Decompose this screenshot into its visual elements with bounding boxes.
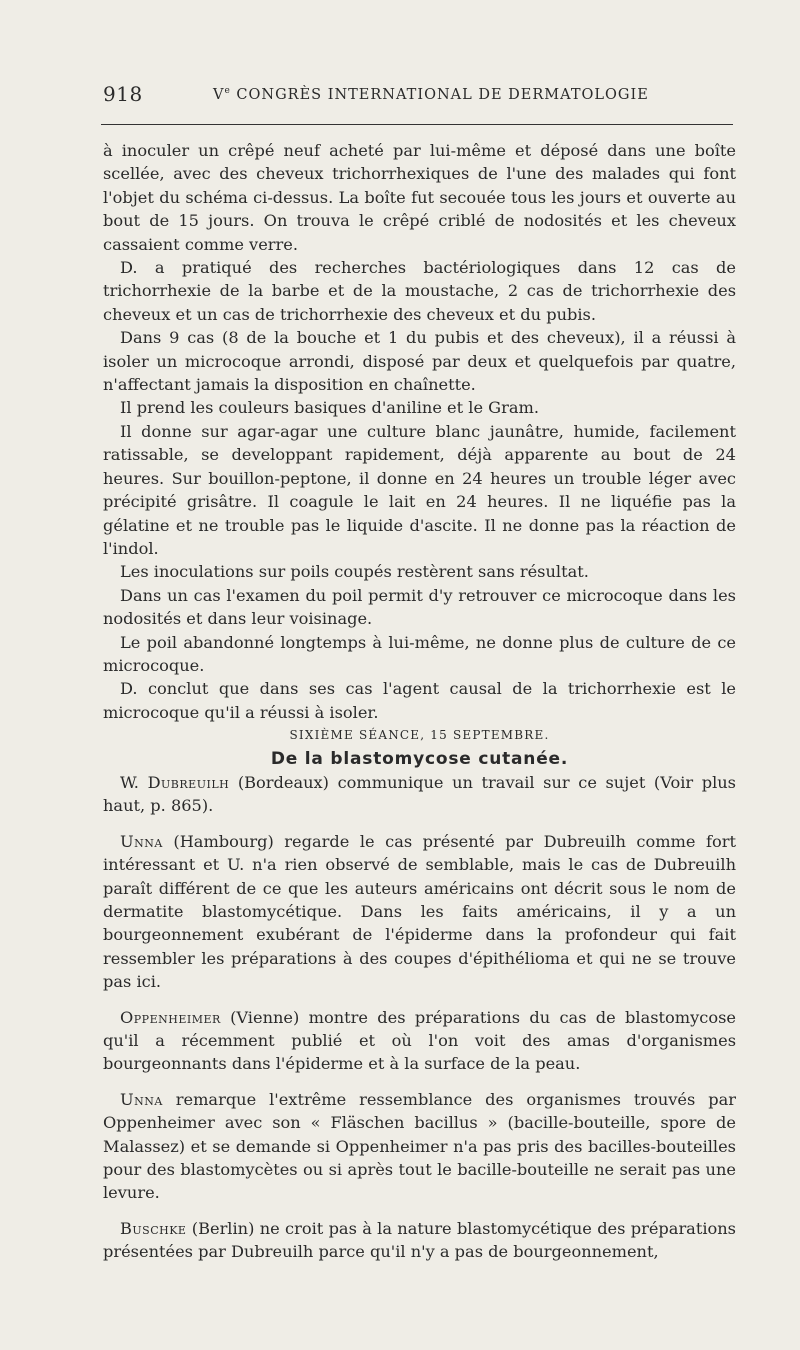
speaker-name: Buschke xyxy=(120,1218,187,1238)
speaker-name: Dubreuilh xyxy=(147,772,230,792)
section-title: De la blastomycose cutanée. xyxy=(270,748,569,769)
discussion-paragraph xyxy=(103,1088,736,1205)
running-title-prefix: V xyxy=(213,86,225,103)
paragraph: Dans 9 cas (8 de la bouche et 1 du pubis et des cheveux), il a réussi à isoler un microcoque arrondi, disposé par deux et quelquefois par quatre, n'affectant jamais la disposition en chaînette. xyxy=(103,328,736,395)
discussion-text: remarque l'extrême ressemblance des organismes trouvés par Oppenheimer avec son « Fläschen bacillus » (bacille-bouteille, spore de Malassez) et se demande si Oppenheimer n'a pas pris des bacilles-bouteilles pour des blastomycètes ou si après tout le bacille-bouteille ne serait pas une levure. xyxy=(103,1089,736,1203)
discussion-paragraph xyxy=(103,830,736,994)
page-number: 918 xyxy=(103,82,143,106)
paragraph: Il donne sur agar-agar une culture blanc jaunâtre, humide, facilement ratissable, se developpant rapidement, déjà apparente au bout de 24 heures. Sur bouillon-peptone, il donne en 24 heures un trouble léger avec précipité grisâtre. Il coagule le lait en 24 heures. Il ne liquéfie pas la gélatine et ne trouble pas le liquide d'ascite. Il ne donne pas la réaction de l'indol. xyxy=(103,421,736,558)
running-title-text: CONGRÈS INTERNATIONAL DE DERMATOLOGIE xyxy=(230,86,649,103)
discussion-text: (Hambourg) regarde le cas présenté par Dubreuilh comme fort intéressant et U. n'a rien observé de semblable, mais le cas de Dubreuilh paraît différent de ce que les auteurs américains ont décrit sous le nom de dermatite blastomycétique. Dans les faits américains, il y a un bourgeonnement exubérant de l'épiderme dans la profondeur qui fait ressembler les préparations à des coupes d'épithélioma et qui ne se trouve pas ici. xyxy=(103,831,736,992)
paragraph: D. conclut que dans ses cas l'agent causal de la trichorrhexie est le microcoque qu'il a réussi à isoler. xyxy=(103,679,736,722)
header-rule xyxy=(101,124,733,125)
running-title-sup: e xyxy=(224,86,231,96)
section-heading: SIXIÈME SÉANCE, 15 SEPTEMBRE. xyxy=(289,728,550,743)
discussion-paragraph xyxy=(103,1006,736,1076)
paragraph: D. a pratiqué des recherches bactériologiques dans 12 cas de trichorrhexie de la barbe et de la moustache, 2 cas de trichorrhexie des cheveux et un cas de trichorrhexie des cheveux et du pubis. xyxy=(103,258,736,324)
speaker-name: Unna xyxy=(120,1089,163,1109)
speaker-name: Unna xyxy=(120,831,163,851)
speaker-prefix: W. xyxy=(120,772,148,792)
discussion-text: (Berlin) ne croit pas à la nature blastomycétique des préparations présentées par Dubreuilh parce qu'il n'y a pas de bourgeonnement, xyxy=(103,1218,736,1262)
paragraph: Les inoculations sur poils coupés restèrent sans résultat. xyxy=(120,562,589,582)
discussion-text: (Bordeaux) communique un travail sur ce sujet (Voir plus haut, p. 865). xyxy=(103,772,736,816)
running-title xyxy=(213,86,649,103)
paragraph: Il prend les couleurs basiques d'aniline et le Gram. xyxy=(120,398,539,418)
body-text xyxy=(103,139,736,1264)
discussion-paragraph xyxy=(103,1217,736,1264)
speaker-name: Oppenheimer xyxy=(120,1007,221,1027)
paragraph: Le poil abandonné longtemps à lui-même, ne donne plus de culture de ce microcoque. xyxy=(103,632,736,675)
discussion-text: (Vienne) montre des préparations du cas de blastomycose qu'il a récemment publié et où l'on voit des amas d'organismes bourgeonnants dans l'épiderme et à la surface de la peau. xyxy=(103,1007,736,1074)
paragraph: Dans un cas l'examen du poil permit d'y retrouver ce microcoque dans les nodosités et dans leur voisinage. xyxy=(103,585,736,629)
paragraph: à inoculer un crêpé neuf acheté par lui-même et déposé dans une boîte scellée, avec des cheveux trichorrhexiques de l'une des malades qui font l'objet du schéma ci-dessus. La boîte fut secouée tous les jours et ouverte au bout de 15 jours. On trouva le crêpé criblé de nodosités et les cheveux cassaient comme verre. xyxy=(103,141,736,254)
discussion-paragraph xyxy=(103,771,736,818)
